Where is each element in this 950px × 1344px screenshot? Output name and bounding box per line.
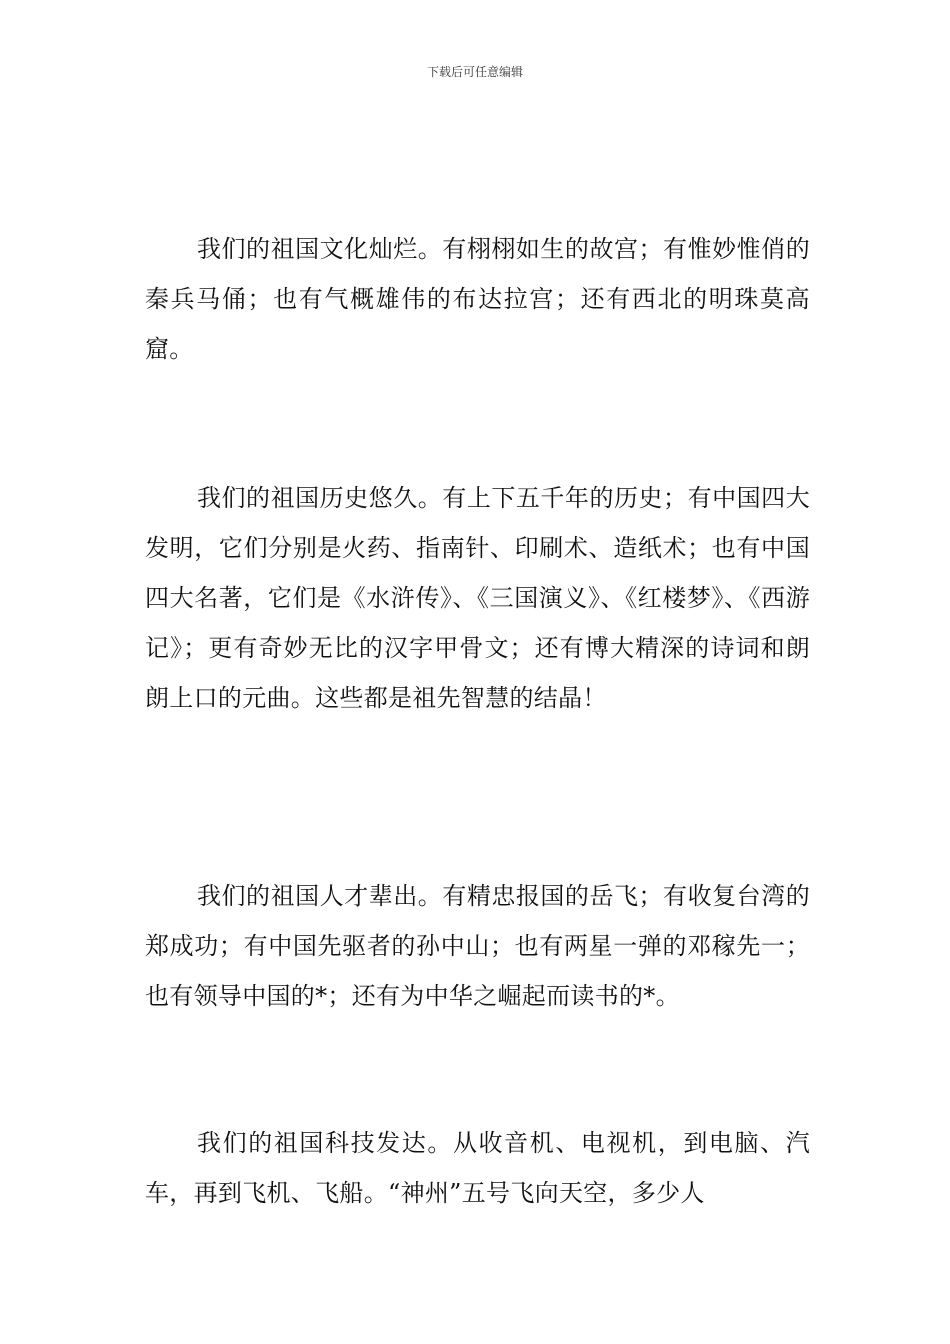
paragraph-technology: 我们的祖国科技发达。从收音机、电视机，到电脑、汽车，再到飞机、飞船。“神州”五号飞向天空，多少人 [145, 1129, 810, 1207]
paragraph-history: 我们的祖国历史悠久。有上下五千年的历史；有中国四大发明，它们分别是火药、指南针、印刷术、造纸术；也有中国四大名著，它们是《水浒传》、《三国演义》、《红楼梦》、《西游记》；更有奇妙无比的汉字甲骨文；还有博大精深的诗词和朗朗上口的元曲。这些都是祖先智慧的结晶！ [145, 484, 810, 712]
paragraph-talents: 我们的祖国人才辈出。有精忠报国的岳飞；有收复台湾的郑成功；有中国先驱者的孙中山；也有两星一弹的邓稼先一；也有领导中国的*；还有为中华之崛起而读书的*。 [145, 882, 810, 1010]
paragraph-culture: 我们的祖国文化灿烂。有栩栩如生的故宫；有惟妙惟俏的秦兵马俑；也有气概雄伟的布达拉宫；还有西北的明珠莫高窟。 [145, 235, 810, 363]
page-header: 下载后可任意编辑 [426, 65, 523, 79]
